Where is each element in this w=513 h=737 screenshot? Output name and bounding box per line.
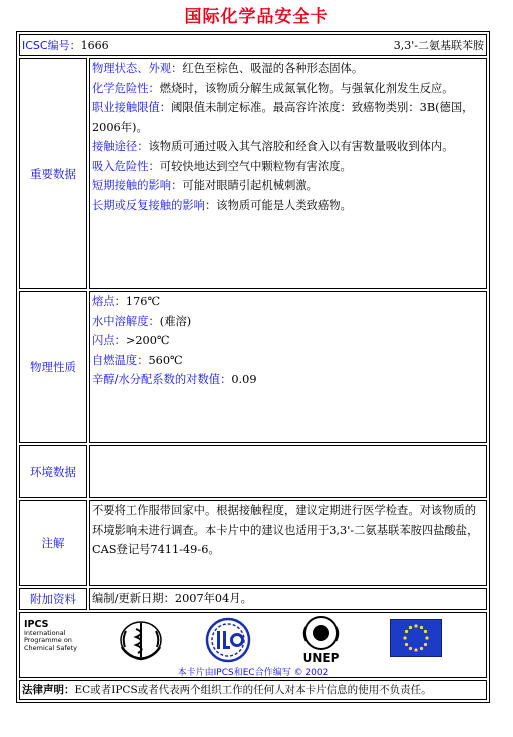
data-line: 熔点：176℃ (92, 295, 161, 308)
unep-emblem-icon (298, 615, 344, 665)
data-line: 辛醇/水分配系数的对数值：0.09 (92, 373, 257, 386)
credit-text: 本卡片由IPCS和EC合作编写 © 2002 (177, 667, 329, 678)
icsc-number: 1666 (80, 39, 109, 52)
chemical-name: 3,3'-二氨基联苯胺 (393, 39, 484, 52)
legal-text: EC或者IPCS或者代表两个组织工作的任何人对本卡片信息的使用不负责任。 (74, 684, 432, 696)
eu-flag-icon (390, 619, 442, 657)
additional-section (19, 588, 487, 610)
header-row (19, 34, 487, 56)
who-emblem-icon (116, 617, 166, 663)
section-label-environment: 环境数据 (19, 445, 87, 498)
data-line: 水中溶解度：(难溶) (92, 314, 192, 328)
card-title: 国际化学品安全卡 (184, 7, 329, 27)
data-line: 闪点：>200℃ (92, 334, 170, 347)
data-line: 短期接触的影响：可能对眼睛引起机械刺激。 (92, 179, 318, 192)
section-label-additional: 附加资料 (19, 588, 87, 610)
data-line: 职业接触限值：阈限值未制定标准。最高容许浓度：致癌物类别：3B(德国，2006年)。 (92, 101, 474, 134)
environment-section (19, 445, 487, 498)
data-line: 吸入危险性：可较快地达到空气中颗粒物有害浓度。 (92, 159, 352, 173)
logos-row (19, 612, 487, 678)
section-label-notes: 注解 (19, 500, 87, 586)
unep-wordmark: UNEP (302, 650, 340, 665)
environment-text (89, 445, 487, 498)
ipcs-logo: IPCS International Programme on Chemical Safety (24, 618, 78, 652)
physical-properties-section (19, 291, 487, 443)
safety-card (16, 31, 490, 703)
data-line: 接触途径：该物质可通过吸入其气溶胶和经食入以有害数量吸收到体内。 (92, 140, 454, 153)
section-label-important: 重要数据 (19, 58, 87, 289)
legal-label: 法律声明： (22, 684, 75, 696)
data-line: 物理状态、外观：红色至棕色、吸湿的各种形态固体。 (92, 62, 364, 75)
important-data-section (19, 58, 487, 289)
ilo-emblem-icon (204, 616, 252, 664)
data-line: 化学危险性：燃烧时，该物质分解生成氮氧化物。与强氧化剂发生反应。 (92, 81, 454, 95)
legal-row (19, 680, 487, 700)
data-line: 自燃温度：560℃ (92, 353, 183, 367)
notes-section (19, 500, 487, 586)
additional-text: 编制/更新日期：2007年04月。 (89, 588, 487, 610)
data-line: 长期或反复接触的影响：该物质可能是人类致癌物。 (92, 198, 352, 212)
notes-text: 不要将工作服带回家中。根据接触程度，建议定期进行医学检查。对该物质的环境影响未进行调查。本卡片中的建议也适用于3,3'-二氨基联苯胺四盐酸盐，CAS登记号7411-49-6。 (89, 500, 487, 586)
icsc-label: ICSC编号：1666 (22, 39, 109, 52)
section-label-physical: 物理性质 (19, 291, 87, 443)
